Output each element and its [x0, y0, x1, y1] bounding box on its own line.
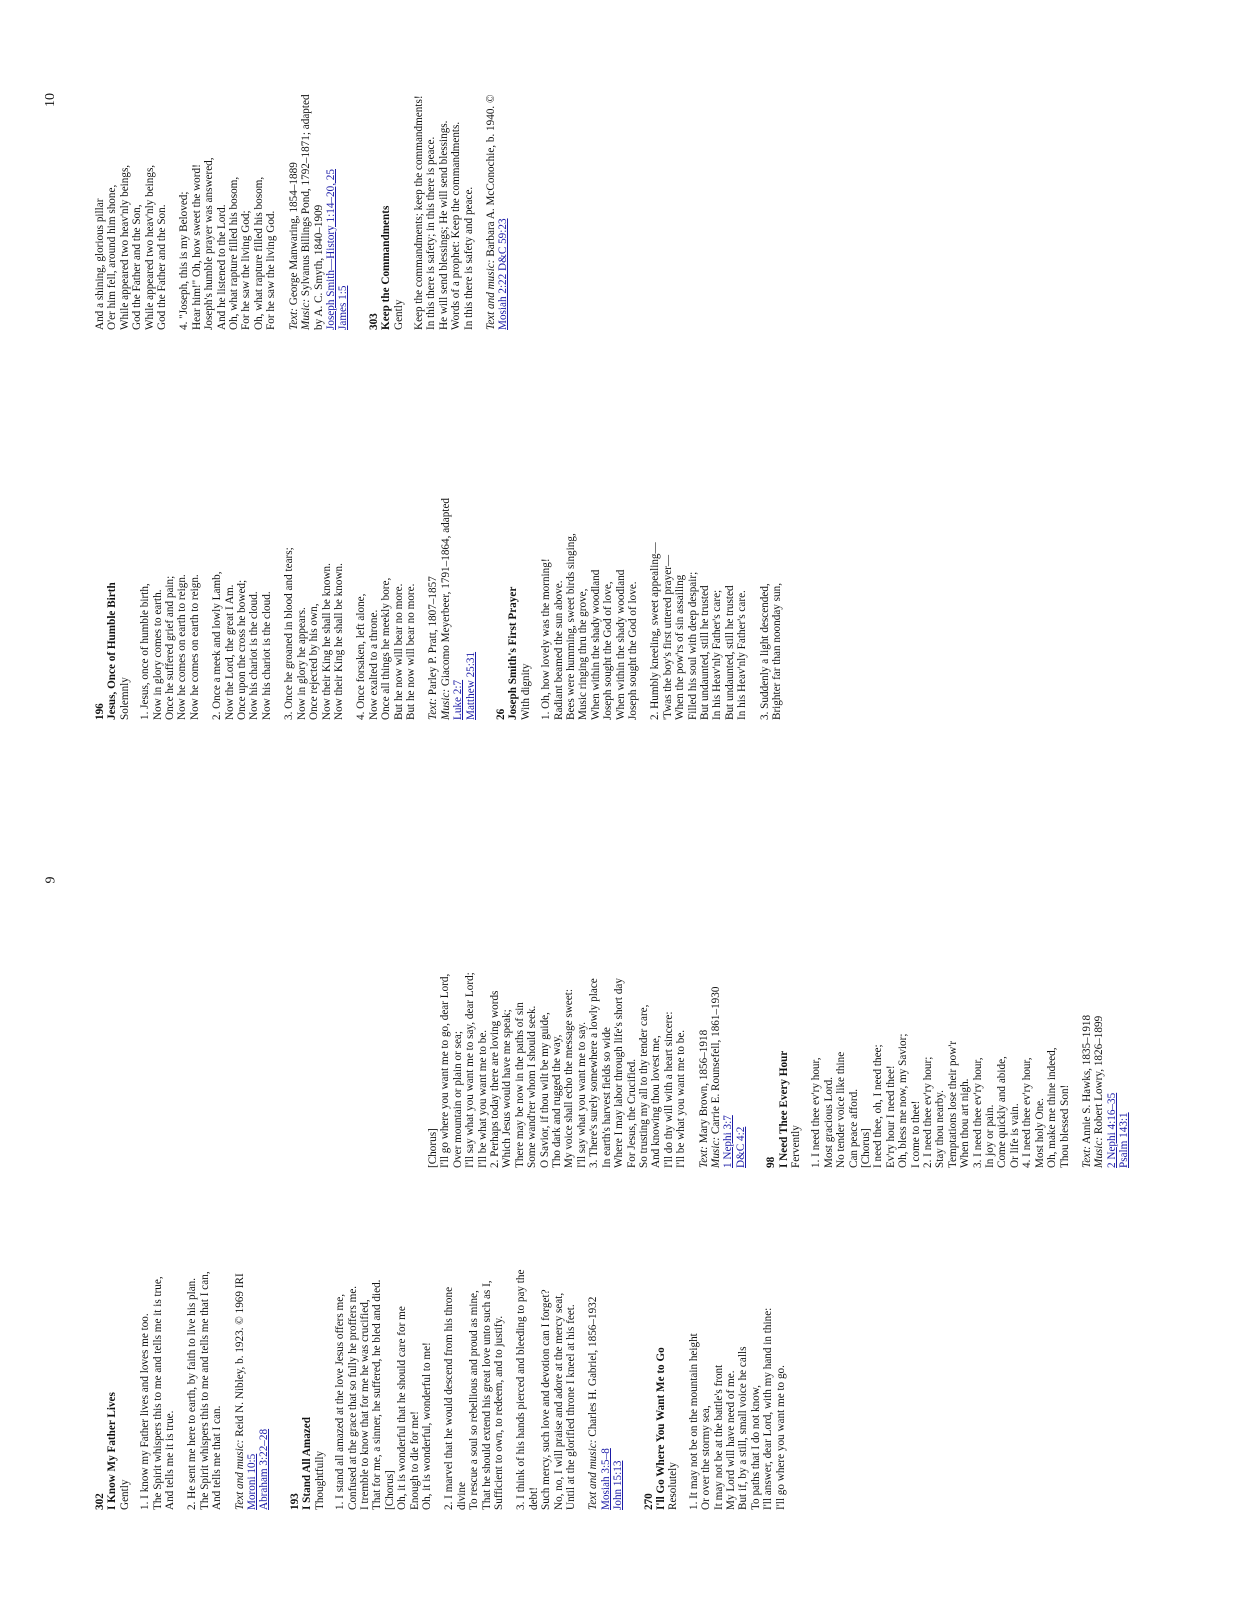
credit-value: Mary Brown, 1856–1918	[697, 1029, 710, 1147]
verse-line: Joseph sought the God of love,	[602, 581, 615, 720]
verse-line: In this there is safety and peace.	[462, 186, 475, 330]
verse-line: No tender voice like thine	[835, 1051, 848, 1168]
verse-line: 3. There's surely somewhere a lowly place	[588, 978, 601, 1168]
verse-line: divine	[455, 1482, 468, 1510]
verse-line: debt!	[527, 1487, 540, 1510]
verse-line: For he saw the living God.	[265, 210, 278, 330]
credit-label: Music:	[709, 1136, 722, 1168]
hymn-credit	[587, 1150, 599, 1510]
hymn-number: 98	[765, 1156, 778, 1168]
verse-line: Once rejected by his own,	[308, 603, 321, 720]
scripture-reference-link[interactable]: Luke 2:7	[452, 679, 465, 720]
verse-line: 1. Jesus, once of humble birth,	[139, 583, 152, 720]
verse-line: Bees were humming, sweet birds singing,	[565, 533, 577, 720]
hymn-number: 270	[642, 1493, 655, 1510]
scripture-reference-link[interactable]: 1 Nephi 3:7	[722, 1115, 735, 1168]
credit-label: Text and music:	[587, 1439, 600, 1510]
verse-line: Now his chariot is the cloud.	[260, 591, 273, 720]
verse-line: Oh, it is wonderful, wonderful to me!	[420, 1342, 433, 1510]
hymn-number: 196	[94, 703, 106, 720]
scripture-reference-link[interactable]: D&C 4:2	[734, 1126, 747, 1168]
hymn-number: 26	[494, 708, 507, 720]
verse-line: 3. Suddenly a light descended,	[758, 583, 771, 720]
verse-line: Or life is vain.	[1008, 1103, 1021, 1168]
hymn-title: Joseph Smith's First Prayer	[507, 586, 520, 720]
verse-line: I'll answer, dear Lord, with my hand in thine:	[762, 1307, 775, 1510]
hymn-title: I Stand All Amazed	[301, 1417, 314, 1510]
verse-line: Music ringing thru the grove,	[577, 588, 590, 720]
verse-line: And knowing thou lovest me,	[650, 1035, 663, 1168]
verse-line: 2. Perhaps today there are loving words	[489, 990, 502, 1168]
verse-line: Now he comes on earth to reign.	[188, 574, 201, 720]
verse-line: O Savior, if thou wilt be my guide,	[538, 1012, 551, 1168]
verse-line: For Jesus, the Crucified.	[625, 1058, 638, 1168]
hymn-verse	[427, 838, 688, 1168]
credit-value: Parley P. Pratt, 1807–1857	[427, 576, 440, 699]
credit-value: Carrie E. Rounsefell, 1861–1930	[709, 986, 722, 1137]
verse-line: 3. I need thee ev'ry hour,	[971, 1057, 984, 1168]
hymn-verse	[211, 360, 273, 720]
hymn-number: 303	[367, 313, 380, 330]
verse-line: Such mercy, such love and devotion can I forget?	[540, 1289, 553, 1510]
verse-line: In his Heav'nly Father's care.	[736, 590, 749, 720]
hymn-credit	[485, 30, 497, 330]
verse-line: I'll go where you want me to go, dear Lord,	[439, 973, 452, 1168]
verse-line: When thou art nigh.	[959, 1078, 972, 1168]
verse-line: So trusting my all to thy tender care,	[637, 1004, 650, 1168]
verse-line: I'll be what you want me to be.	[476, 1029, 489, 1168]
hymn-credit	[1081, 838, 1093, 1168]
verse-line: Now the Lord, the great I Am.	[223, 584, 236, 720]
credit-value: Sylvanus Billings Pond, 1792–1871; adapted	[300, 94, 313, 299]
verse-line: 3. I think of his hands pierced and bleeding to pay the	[515, 1269, 528, 1510]
verse-line: Now in glory he appears.	[295, 607, 308, 720]
hymn-verse	[355, 360, 417, 720]
hymn-verse	[688, 1150, 787, 1510]
verse-line: Joseph's humble prayer was answered,	[203, 157, 216, 330]
verse-line: [Chorus]	[860, 1128, 872, 1168]
verse-line: I come to thee!	[909, 1100, 922, 1168]
verse-line: Come quickly and abide,	[996, 1056, 1009, 1168]
verse-line: Oh, make me thine indeed,	[1046, 1047, 1059, 1168]
verse-line: Once upon the cross he bowed;	[236, 579, 249, 720]
hymn-title: I Know My Father Lives	[106, 1392, 119, 1510]
verse-line: I'll say what you want me to say.	[575, 1021, 588, 1168]
hymn-tempo: Gently	[118, 1479, 131, 1510]
verse-line: And he listened to the Lord.	[215, 204, 228, 330]
verse-line: In joy or pain.	[984, 1104, 997, 1168]
credit-label: Music:	[1093, 1136, 1106, 1168]
hymn-entry	[427, 838, 747, 1168]
verse-line: 'Twas the boy's first uttered prayer—	[661, 554, 674, 720]
hymn-verse	[334, 1150, 433, 1510]
credit-label: Text:	[287, 308, 300, 330]
verse-line: But he now will bear no more.	[404, 583, 417, 720]
verse-line: 3. Once he groaned in blood and tears;	[283, 547, 296, 720]
verse-line: In his Heav'nly Father's care;	[711, 589, 724, 720]
verse-line: To paths that I do not know,	[749, 1385, 762, 1510]
verse-line: Oh, what rapture filled his bosom,	[252, 176, 265, 330]
verse-line: That he should extend his great love unto such as I,	[480, 1280, 493, 1510]
hymn-title: Jesus, Once of Humble Birth	[106, 582, 119, 720]
verse-line: 1. Oh, how lovely was the morning!	[540, 558, 553, 720]
hymn-verse	[443, 1150, 505, 1510]
verse-line: 1. I need thee ev'ry hour,	[810, 1057, 823, 1168]
hymn-credit	[234, 1150, 246, 1510]
verse-line: 2. I marvel that he would descend from his throne	[443, 1286, 456, 1510]
hymn-credit	[698, 838, 710, 1168]
verse-line: It may not be at the battle's front	[712, 1364, 725, 1510]
hymn-title: Keep the Commandments	[380, 205, 393, 330]
credit-value: Annie S. Hawks, 1835–1918	[1080, 1014, 1093, 1147]
hymn-credit	[427, 360, 439, 720]
verse-line: O'er him fell, around him shone,	[106, 184, 119, 330]
verse-line: Sufficient to own, to redeem, and to justify.	[492, 1315, 505, 1510]
hymn-credit	[313, 30, 325, 330]
verse-line: The Spirit whispers this to me and tells me that I can,	[198, 1271, 211, 1510]
hymn-entry	[643, 1150, 787, 1510]
verse-line: Most holy One.	[1033, 1098, 1046, 1168]
verse-line: Now he comes on earth to reign.	[176, 574, 189, 720]
hymn-verse	[540, 360, 639, 720]
verse-line: Once he suffered grief and pain;	[164, 575, 177, 720]
credit-value: Charles H. Gabriel, 1856–1932	[587, 1296, 600, 1440]
verse-line: And a shining, glorious pillar	[94, 198, 106, 330]
credit-label: Text:	[697, 1146, 710, 1168]
hymn-title: I'll Go Where You Want Me to Go	[655, 1347, 668, 1510]
verse-line: I'll go where you want me to go.	[774, 1365, 787, 1510]
verse-line: Once all things he meekly bore,	[380, 577, 393, 720]
hymn-entry	[289, 1150, 625, 1510]
verse-line: That for me, a sinner, he suffered, he bled and died.	[371, 1279, 384, 1510]
verse-line: For he saw the living God;	[240, 210, 253, 330]
scripture-reference-link[interactable]: 2 Nephi 4:16–35	[1105, 1092, 1118, 1168]
credit-label: Text:	[1080, 1146, 1093, 1168]
verse-line: 1. I stand all amazed at the love Jesus offers me,	[334, 1293, 347, 1510]
verse-line: Oh, it is wonderful that he should care for me	[396, 1306, 409, 1510]
hymn-verse	[186, 1150, 223, 1510]
verse-line: 2. Once a meek and lowly Lamb,	[211, 571, 224, 720]
hymn-tempo: Gently	[392, 299, 405, 330]
verse-line: Now their King he shall be known.	[332, 563, 345, 720]
verse-line: Most gracious Lord.	[822, 1076, 835, 1168]
verse-line: While appeared two heav'nly beings,	[143, 164, 156, 330]
verse-line: 4. "Joseph, this is my Beloved;	[178, 191, 191, 330]
hymn-verse	[649, 360, 748, 720]
scripture-reference-link[interactable]: Mosiah 3:5–8	[599, 1448, 612, 1510]
scripture-reference-link[interactable]: Mosiah 2:22 D&C 59:23	[497, 218, 510, 330]
hymn-verse	[139, 1150, 176, 1510]
hymn-title: I Need Thee Every Hour	[777, 1050, 790, 1168]
verse-line: Enough to die for me!	[408, 1411, 421, 1510]
verse-line: No, no, I will praise and adore at the mercy seat,	[552, 1292, 565, 1510]
hymn-number: 193	[288, 1493, 301, 1510]
scripture-reference-link[interactable]: Moroni 10:5	[246, 1453, 259, 1510]
verse-line: God the Father and the Son,	[131, 204, 144, 330]
verse-line: In earth's harvest fields so wide	[600, 1027, 613, 1168]
hymn-tempo: With dignity	[519, 663, 532, 720]
hymn-entry	[94, 30, 350, 330]
hymn-credit	[288, 30, 300, 330]
hymn-verse	[810, 838, 1071, 1168]
verse-line: Temptations lose their pow'r	[946, 1040, 959, 1168]
verse-line: I'll be what you want me to be.	[675, 1029, 688, 1168]
scripture-reference-link[interactable]: John 15:13	[612, 1460, 625, 1510]
verse-line: Some wand'rer whom I should seek.	[526, 1005, 539, 1168]
hymn-tempo: Solemnly	[118, 677, 131, 720]
verse-line: Tho dark and rugged the way,	[551, 1034, 564, 1168]
credit-label: Text and music:	[233, 1439, 246, 1510]
hymn-verse	[178, 30, 277, 330]
verse-line: 2. Humbly kneeling, sweet appealing—	[649, 542, 662, 720]
verse-line: 2. He sent me here to earth, by faith to live his plan.	[186, 1277, 199, 1510]
verse-line: Confused at the grace that so fully he proffers me.	[346, 1285, 359, 1510]
verse-line: 1. I know my Father lives and loves me too.	[139, 1313, 152, 1510]
verse-line: God the Father and the Son.	[156, 204, 169, 330]
credit-value: by A. C. Smyth, 1840–1909	[312, 204, 325, 330]
column-2	[427, 838, 1149, 1168]
verse-line: Stay thou nearby.	[934, 1090, 947, 1168]
column-4	[94, 30, 528, 330]
verse-line: Until at the glorified throne I kneel at his feet.	[565, 1304, 577, 1510]
credit-label: Music:	[300, 298, 313, 330]
verse-line: Oh, what rapture filled his bosom,	[228, 176, 241, 330]
verse-line: He will send blessings; He will send blessings.	[437, 120, 450, 330]
hymn-number: 302	[94, 1493, 106, 1510]
verse-line: In this there is safety; in this there is peace.	[425, 136, 438, 330]
verse-line: Which Jesus would have me speak;	[501, 1009, 514, 1168]
verse-line: 4. Once forsaken, left alone,	[355, 593, 368, 720]
verse-line: But undaunted, still he trusted	[723, 585, 736, 720]
verse-line: When the pow'rs of sin assailing	[674, 574, 687, 720]
scripture-reference-link[interactable]: Joseph Smith—History 1:14–20, 25	[324, 169, 337, 330]
hymn-tempo: Thoughtfully	[313, 1450, 326, 1510]
verse-line: Can peace afford.	[847, 1089, 860, 1168]
verse-line: Filled his soul with deep despair;	[686, 571, 699, 720]
verse-line: I'll say what you want me to say, dear Lord;	[464, 972, 477, 1168]
hymn-credit	[710, 838, 722, 1168]
verse-line: Oh, bless me now, my Savior;	[897, 1033, 910, 1168]
hymn-entry	[495, 360, 784, 720]
hymn-credit	[1093, 838, 1105, 1168]
verse-line: Now in glory comes to earth.	[151, 589, 164, 720]
verse-line: I'll do thy will with a heart sincere:	[662, 1011, 675, 1168]
hymn-verse	[283, 360, 345, 720]
verse-line: 4. I need thee ev'ry hour,	[1021, 1057, 1034, 1168]
hymn-verse	[139, 360, 201, 720]
credit-value: Robert Lowry, 1826–1899	[1093, 1015, 1106, 1137]
credit-value: Barbara A. McConochie, b. 1940. ©	[484, 94, 497, 260]
verse-line: Now his chariot is the cloud.	[248, 591, 261, 720]
hymn-tempo: Resolutely	[667, 1462, 680, 1510]
verse-line: To rescue a soul so rebellious and proud as mine,	[468, 1290, 481, 1510]
verse-line: Joseph sought the God of love.	[627, 581, 640, 720]
verse-line: Where I may labor through life's short day	[613, 978, 626, 1168]
scripture-reference-link[interactable]: Matthew 25:31	[464, 651, 477, 720]
hymn-verse	[515, 1150, 577, 1510]
hymn-entry	[368, 30, 510, 330]
verse-line: But he now will bear no more.	[392, 583, 405, 720]
verse-line: I tremble to know that for me he was crucified,	[358, 1299, 371, 1510]
verse-line: Ev'ry hour I need thee!	[884, 1065, 897, 1168]
verse-line: Words of a prophet: Keep the commandments.	[450, 121, 463, 330]
verse-line: Radiant beamed the sun above.	[552, 580, 565, 720]
verse-line: Now their King he shall be known.	[320, 563, 333, 720]
verse-line: 1. It may not be on the mountain height	[687, 1333, 700, 1510]
credit-value: Giacomo Meyerbeer, 1791–1864, adapted	[439, 498, 452, 689]
verse-line: I need thee, oh, I need thee;	[872, 1044, 885, 1168]
verse-line: My voice shall echo the message sweet:	[563, 989, 576, 1168]
verse-line: 2. I need thee ev'ry hour;	[922, 1056, 935, 1168]
credit-value: Reid N. Nibley, b. 1923. © 1969 IRI	[233, 1273, 246, 1440]
scripture-reference-link[interactable]: Psalm 143:1	[1118, 1112, 1131, 1168]
hymn-credit	[440, 360, 452, 720]
hymn-tempo: Fervently	[789, 1125, 802, 1168]
hymn-entry	[94, 1150, 271, 1510]
verse-line: The Spirit whispers this to me and tells me it is true,	[151, 1276, 164, 1510]
scripture-reference-link[interactable]: James 1:5	[337, 285, 350, 330]
verse-line: When within the shady woodland	[589, 569, 602, 720]
verse-line: Thou blessed Son!	[1058, 1084, 1071, 1168]
verse-line: Hear him!" Oh, how sweet the word!	[190, 164, 203, 330]
column-1	[94, 1150, 805, 1510]
page-number-9: 9	[43, 876, 59, 884]
credit-label: Text and music:	[484, 259, 497, 330]
verse-line: And tells me that I can.	[211, 1405, 224, 1510]
verse-line: Now exalted to a throne.	[367, 609, 380, 720]
verse-line: [Chorus]	[427, 1128, 439, 1168]
hymn-entry	[94, 360, 477, 720]
verse-line: Keep the commandments; keep the commandments!	[412, 95, 425, 330]
verse-line: There may be now in the paths of sin	[513, 1002, 526, 1168]
column-3	[94, 360, 802, 720]
credit-label: Text:	[427, 698, 440, 720]
verse-line: Brighter far than noonday sun,	[771, 582, 784, 720]
hymn-verse	[759, 360, 784, 720]
verse-line: Over mountain or plain or sea;	[451, 1030, 464, 1168]
hymn-verse	[94, 30, 168, 330]
credit-value: George Manwaring, 1854–1889	[287, 162, 300, 309]
verse-line: My Lord will have need of me.	[725, 1370, 738, 1510]
hymn-entry	[765, 838, 1130, 1168]
credit-label: Music:	[439, 688, 452, 720]
verse-line: But undaunted, still he trusted	[699, 585, 712, 720]
verse-line: [Chorus]	[383, 1470, 396, 1510]
verse-line: Or over the stormy sea,	[700, 1405, 713, 1510]
hymn-credit	[300, 30, 312, 330]
verse-line: While appeared two heav'nly beings,	[118, 164, 131, 330]
hymn-verse	[413, 30, 475, 330]
verse-line: When within the shady woodland	[614, 569, 627, 720]
scripture-reference-link[interactable]: Abraham 3:22–28	[258, 1428, 271, 1510]
verse-line: But if, by a still, small voice he calls	[737, 1346, 750, 1510]
verse-line: And tells me it is true.	[164, 1410, 177, 1510]
page-number-10: 10	[43, 93, 58, 107]
